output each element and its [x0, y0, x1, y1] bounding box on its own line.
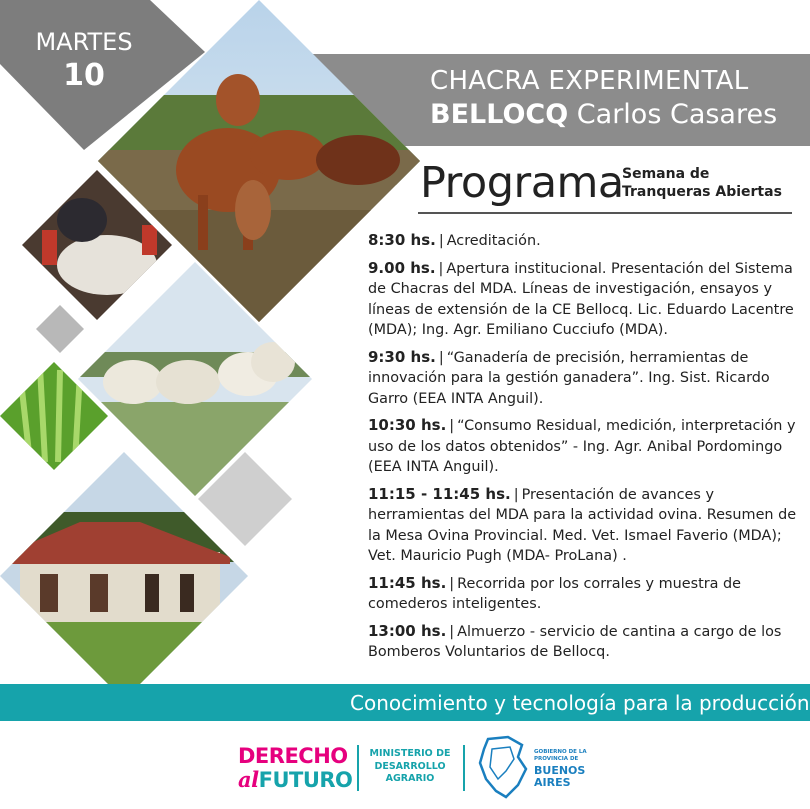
futuro-logo-text: FUTURO: [258, 768, 353, 792]
schedule-time: 9:30 hs.: [368, 347, 436, 366]
program-subtitle: [622, 165, 782, 201]
al-logo-text: al: [238, 767, 259, 792]
schedule-time: 9.00 hs.: [368, 258, 436, 277]
schedule-item: [368, 484, 798, 567]
header-title: CHACRA EXPERIMENTAL: [430, 66, 749, 96]
footer-logos: [0, 721, 810, 809]
schedule-time: 10:30 hs.: [368, 416, 447, 434]
schedule-time: 13:00 hs.: [368, 621, 447, 640]
schedule-item: [368, 621, 798, 663]
ministry-logo-text: [368, 748, 452, 786]
pba-line: AIRES: [534, 776, 571, 789]
schedule-text: Almuerzo - servicio de cantina a cargo de los Bomberos Voluntarios de Bellocq.: [368, 623, 782, 660]
day-number: 10: [63, 58, 105, 93]
pba-logo-big-text: [534, 765, 585, 789]
schedule-text: Apertura institucional. Presentación del Sistema de Chacras del MDA. Líneas de investigación, ensayos y líneas de extensión de la CE Bellocq. Lic. Eduardo Lacentre (MDA); Ing. Agr. Emiliano Cucciufo (MDA).: [368, 260, 794, 338]
program-subtitle-line2: Tranqueras Abiertas: [622, 184, 782, 200]
ministry-line: DESARROLLO: [374, 760, 446, 772]
header-subtitle-rest: Carlos Casares: [576, 99, 778, 130]
header-subtitle-bold: BELLOCQ: [430, 99, 569, 130]
day-weekday: MARTES: [35, 28, 133, 56]
schedule-item: [368, 230, 798, 252]
program-title: Programa: [420, 158, 624, 208]
schedule-item: [368, 415, 798, 478]
schedule-item: [368, 258, 798, 341]
program-subtitle-line1: Semana de: [622, 166, 710, 182]
schedule-separator: |: [513, 486, 519, 503]
grey-diamond-small: [36, 305, 84, 353]
ministry-line: MINISTERIO DE: [369, 748, 451, 759]
pba-line: GOBIERNO DE LA: [534, 749, 587, 755]
schedule-item: [368, 573, 798, 615]
al-futuro-logo-text: [238, 767, 352, 792]
schedule-text: Acreditación.: [446, 233, 541, 249]
schedule-list: [368, 230, 798, 669]
schedule-separator: |: [438, 260, 444, 277]
schedule-time: 11:15 - 11:45 hs.: [368, 484, 511, 503]
pba-logo-small-text: [534, 749, 587, 763]
schedule-text: Recorrida por los corrales y muestra de comederos inteligentes.: [368, 575, 742, 612]
schedule-time: 8:30 hs.: [368, 231, 436, 249]
footer-divider: [357, 745, 359, 791]
header-subtitle: [430, 99, 777, 130]
pba-line: PROVINCIA DE: [534, 756, 579, 762]
schedule-separator: |: [438, 349, 444, 366]
schedule-separator: |: [449, 623, 455, 640]
schedule-separator: |: [449, 418, 455, 434]
schedule-separator: |: [438, 233, 444, 249]
schedule-time: 11:45 hs.: [368, 573, 447, 592]
tagline: Conocimiento y tecnología para la producción: [350, 691, 810, 715]
buenos-aires-map-icon: [478, 735, 528, 799]
schedule-separator: |: [449, 575, 455, 592]
schedule-item: [368, 347, 798, 410]
footer-divider: [463, 745, 465, 791]
program-divider: [418, 212, 792, 214]
schedule-text: Presentación de avances y herramientas del MDA para la actividad ovina. Resumen de la Mesa Ovina Provincial. Med. Vet. Ismael Faverio (MDA); Vet. Mauricio Pugh (MDA- ProLana) .: [368, 486, 797, 564]
pba-line: BUENOS: [534, 764, 586, 777]
derecho-logo-text: DERECHO: [238, 744, 348, 768]
ministry-line: AGRARIO: [385, 773, 435, 784]
schedule-text: “Ganadería de precisión, herramientas de innovación para la gestión ganadera”. Ing. Sist. Ricardo Garro (EEA INTA Anguil).: [368, 349, 770, 407]
schedule-text: “Consumo Residual, medición, interpretación y uso de los datos obtenidos” - Ing. Agr. Anibal Pordomingo (EEA INTA Anguil).: [368, 418, 796, 475]
